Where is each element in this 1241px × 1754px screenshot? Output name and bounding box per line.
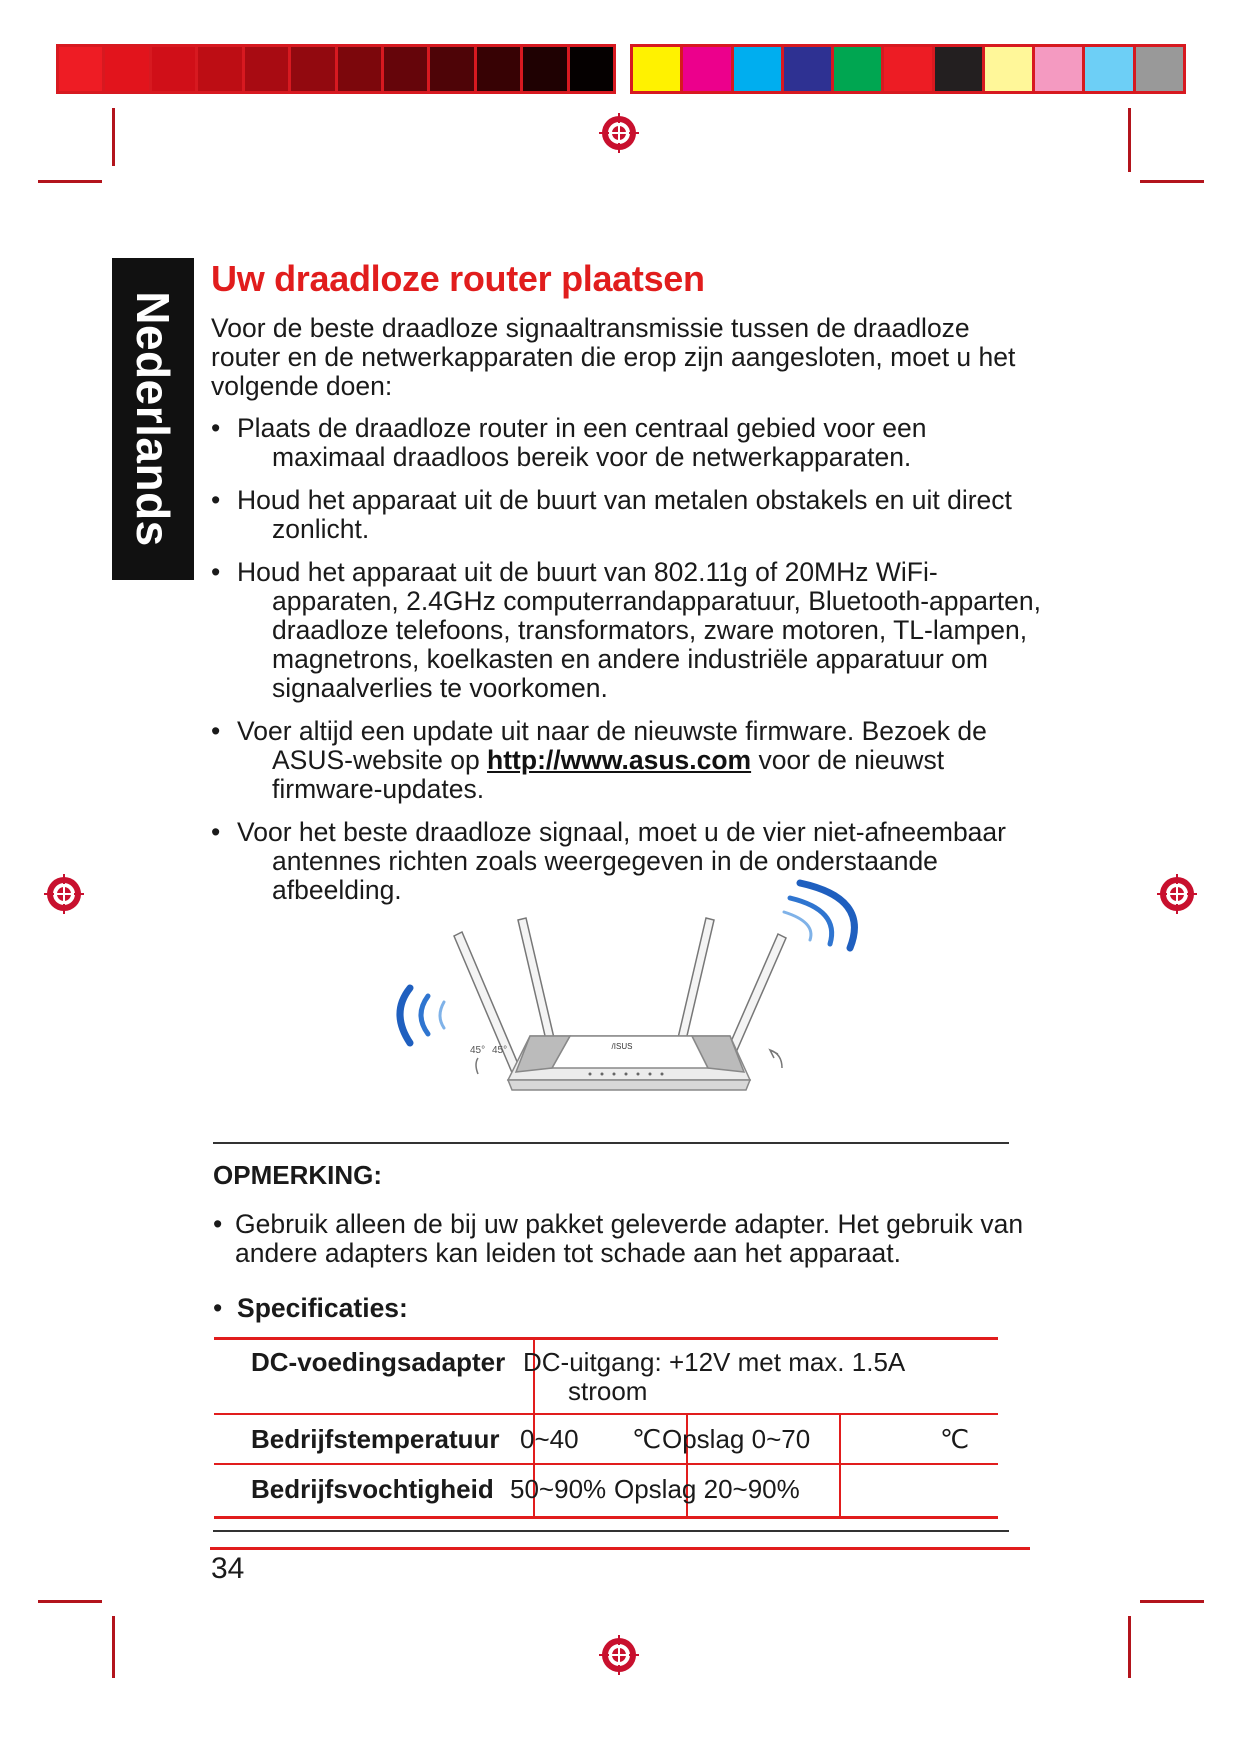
spec-label-humidity: Bedrijfsvochtigheid [251,1474,494,1504]
table-column-divider [839,1414,841,1519]
spec-value-dc-adapter: DC-uitgang: +12V met max. 1.5A [523,1347,906,1377]
color-swatch [384,47,430,91]
crop-mark [38,1600,102,1603]
color-swatch [198,47,244,91]
angle-label-left: 45° [470,1045,486,1056]
color-swatch [834,47,884,91]
gradient-color-bar [56,44,616,94]
color-swatch [734,47,784,91]
page-divider-red [210,1547,1030,1550]
table-border-top [214,1337,998,1340]
section-title: Uw draadloze router plaatsen [211,258,705,299]
color-swatch [430,47,476,91]
color-swatch [683,47,733,91]
spec-value-temperature: 0~40 [520,1424,579,1454]
color-swatch [1035,47,1085,91]
page-divider [213,1530,1009,1532]
color-swatch [884,47,934,91]
registration-mark-icon [597,111,641,155]
wifi-signal-right-icon [784,883,854,948]
color-swatch [1136,47,1183,91]
color-swatch [152,47,198,91]
color-swatch [985,47,1035,91]
wifi-signal-left-icon [400,988,444,1043]
spec-label-temperature: Bedrijfstemperatuur [251,1424,500,1454]
placement-bullet-list [211,414,1051,919]
table-border-bottom [214,1516,998,1519]
crop-mark [38,180,102,183]
list-item: • Houd het apparaat uit de buurt van 802.11g of 20MHz WiFi- apparaten, 2.4GHz computerrandapparatuur, Bluetooth-apparten, draadloze telefoons, transformators, zware motoren, TL-lampen, magnetrons, koelkasten en andere industriële apparatuur om signaalverlies te voorkomen. [211,557,1042,703]
list-item: • Voer altijd een update uit naar de nieuwste firmware. Bezoek de ASUS-website op http://www.asus.com voor de nieuwst firmware-updates. [211,716,987,804]
spec-value-humidity: 50~90% [510,1474,607,1504]
list-item: • Plaats de draadloze router in een centraal gebied voor een maximaal draadloos bereik voor de netwerkapparaten. [211,413,927,472]
asus-website-link[interactable]: http://www.asus.com [487,745,752,775]
router-antenna-illustration [370,868,890,1118]
list-item: • Houd het apparaat uit de buurt van metalen obstakels en uit direct zonlicht. [211,485,1012,544]
specifications-label: • Specificaties: [213,1293,408,1323]
crop-mark [112,108,115,166]
angle-label-right: 45° [492,1045,508,1056]
list-item: • Voor het beste draadloze signaal, moet u de vier niet-afneembaar antennes richten zoals weergegeven in de onderstaande afbeelding. [211,817,1006,905]
language-side-tab [112,258,194,580]
spec-unit-celsius: ℃ [632,1424,662,1454]
intro-paragraph: Voor de beste draadloze signaaltransmissie tussen de draadloze router en de netwerkapparaten die erop zijn aangesloten, moet u het volgende doen: [211,313,1016,401]
router-brand-logo: /ISUS [611,1042,633,1051]
spec-unit-celsius: ℃ [940,1424,970,1454]
note-heading: OPMERKING: [213,1160,382,1190]
process-color-bar [630,44,1186,94]
color-swatch [105,47,151,91]
color-swatch [59,47,105,91]
color-swatch [291,47,337,91]
spec-storage-humidity: Opslag 20~90% [614,1474,800,1504]
table-row-border [214,1413,998,1415]
color-swatch [245,47,291,91]
rotate-arrow-icon [476,1058,478,1074]
table-row-border [214,1463,998,1465]
crop-mark [1140,180,1204,183]
color-swatch [477,47,523,91]
page-number: 34 [211,1552,245,1585]
language-label: Nederlands [127,291,179,547]
registration-mark-icon [42,872,86,916]
color-swatch [1085,47,1135,91]
spec-value-dc-adapter-cont: stroom [568,1376,648,1406]
spec-label-dc-adapter: DC-voedingsadapter [251,1347,506,1377]
note-item: • Gebruik alleen de bij uw pakket geleverde adapter. Het gebruik van andere adapters kan leiden tot schade aan het apparaat. [213,1209,1024,1268]
color-swatch [523,47,569,91]
section-divider [213,1142,1009,1144]
color-swatch [338,47,384,91]
crop-mark [112,1616,115,1678]
registration-mark-icon [597,1633,641,1677]
color-swatch [935,47,985,91]
color-swatch [633,47,683,91]
color-swatch [570,47,613,91]
spec-storage-temperature: Opslag 0~70 [662,1424,811,1454]
crop-mark [1128,108,1131,172]
crop-mark [1128,1616,1131,1678]
crop-mark [1140,1600,1204,1603]
color-swatch [784,47,834,91]
registration-mark-icon [1155,872,1199,916]
